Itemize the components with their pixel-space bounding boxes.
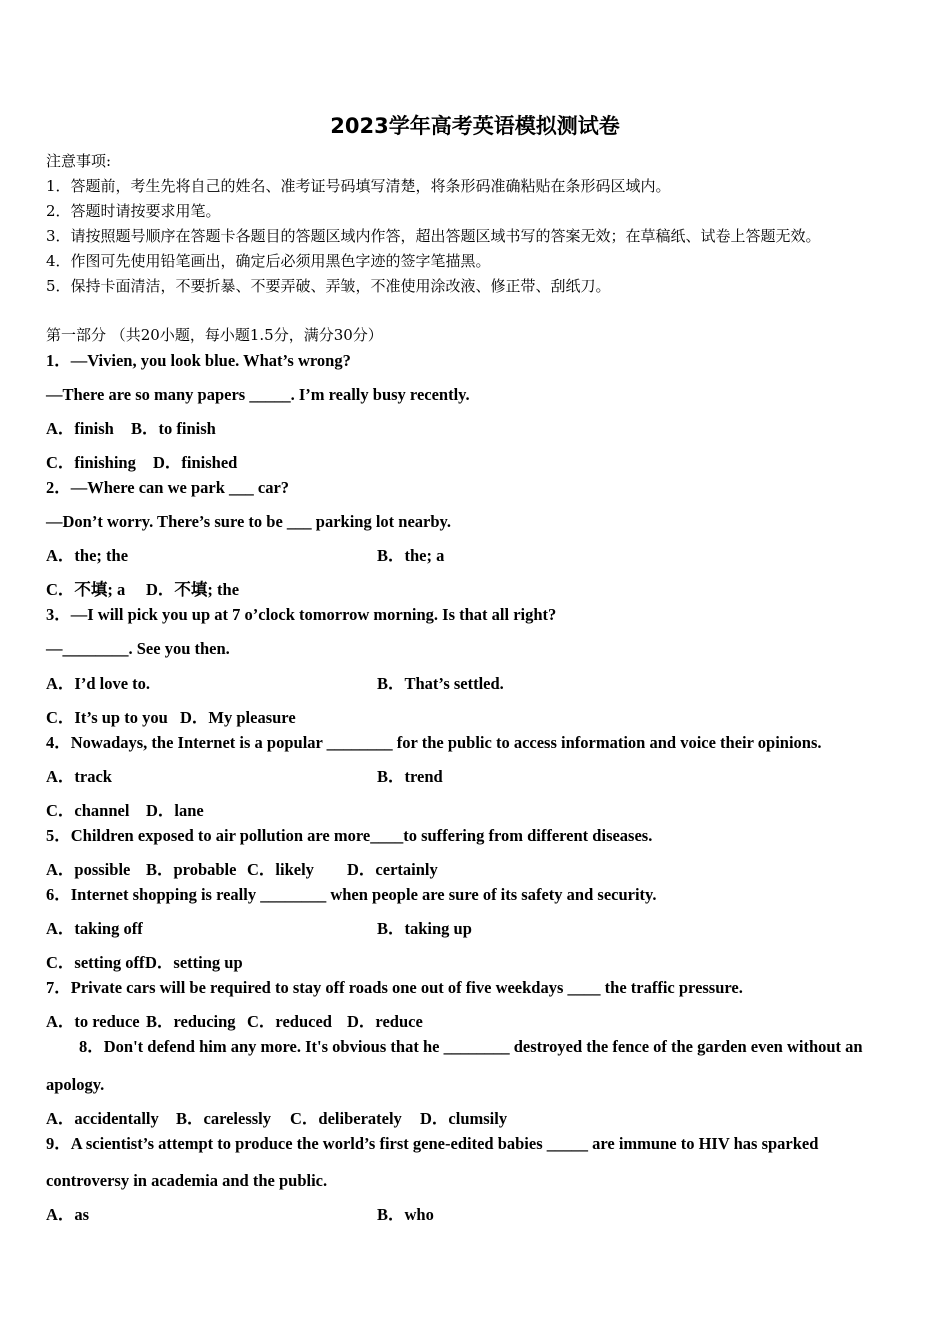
option-d: D．reduce [347, 1012, 423, 1031]
option-c: C．setting off [46, 953, 145, 972]
option-b: B．the; a [377, 546, 445, 565]
option-a: A．as [46, 1205, 90, 1224]
option-b: B．That’s settled. [377, 674, 504, 693]
option-c: C．reduced [247, 1012, 332, 1031]
option-c: C．channel [46, 801, 130, 820]
question-stem: apology. [46, 1075, 105, 1094]
option-d: D．My pleasure [180, 708, 296, 727]
option-c: C．It’s up to you [46, 708, 168, 727]
section-heading: 第一部分 （共20小题，每小题1.5分，满分30分） [46, 326, 383, 344]
notes-heading: 注意事项: [46, 152, 112, 170]
option-b: B．probable [146, 860, 237, 879]
note-item: 2．答题时请按要求用笔。 [46, 202, 221, 220]
question-stem: 7．Private cars will be required to stay off roads one out of five weekdays ____ the traffic pressure. [46, 978, 743, 997]
option-a: A．track [46, 767, 112, 786]
question-stem: —________. See you then. [46, 639, 230, 658]
option-b: B．to finish [131, 419, 216, 438]
option-c: C．deliberately [290, 1109, 402, 1128]
option-a: A．to reduce [46, 1012, 140, 1031]
option-a: A．accidentally [46, 1109, 159, 1128]
option-c: C．finishing [46, 453, 136, 472]
option-d: D．clumsily [420, 1109, 508, 1128]
option-a: A．I’d love to. [46, 674, 151, 693]
question-stem: 3．—I will pick you up at 7 o’clock tomorrow morning. Is that all right? [46, 605, 557, 624]
option-b: B．who [377, 1205, 434, 1224]
option-c: C．likely [247, 860, 314, 879]
note-item: 4．作图可先使用铅笔画出，确定后必须用黑色字迹的签字笔描黑。 [46, 252, 491, 270]
question-stem: 2．—Where can we park ___ car? [46, 478, 290, 497]
option-a: A．taking off [46, 919, 143, 938]
option-d: D．lane [146, 801, 204, 820]
option-b: B．taking up [377, 919, 472, 938]
note-item: 5．保持卡面清洁，不要折暴、不要弄破、弄皱，不准使用涂改液、修正带、刮纸刀。 [46, 277, 611, 295]
option-a: A．possible [46, 860, 131, 879]
option-d: D．setting up [145, 953, 243, 972]
question-stem: 6．Internet shopping is really ________ when people are sure of its safety and security. [46, 885, 657, 904]
option-d: D．certainly [347, 860, 438, 879]
option-d: D．不填; the [146, 580, 240, 599]
option-a: A．the; the [46, 546, 129, 565]
question-stem: 4．Nowadays, the Internet is a popular ________ for the public to access information and voice their opinions. [46, 733, 822, 752]
question-stem: —There are so many papers _____. I’m really busy recently. [46, 385, 470, 404]
question-stem: 9．A scientist’s attempt to produce the world’s first gene-edited babies _____ are immune to HIV has sparked [46, 1134, 819, 1153]
page-title: 2023学年高考英语模拟测试卷 [330, 114, 620, 138]
question-stem: —Don’t worry. There’s sure to be ___ parking lot nearby. [46, 512, 452, 531]
question-stem: 8．Don't defend him any more. It's obvious that he ________ destroyed the fence of the garden even without an [79, 1037, 863, 1056]
note-item: 3．请按照题号顺序在答题卡各题目的答题区域内作答，超出答题区域书写的答案无效；在草稿纸、试卷上答题无效。 [46, 227, 821, 245]
question-stem: 1．—Vivien, you look blue. What’s wrong? [46, 351, 351, 370]
option-b: B．trend [377, 767, 443, 786]
option-d: D．finished [153, 453, 238, 472]
option-b: B．reducing [146, 1012, 236, 1031]
note-item: 1．答题前，考生先将自己的姓名、准考证号码填写清楚，将条形码准确粘贴在条形码区域内。 [46, 177, 671, 195]
option-a: A．finish [46, 419, 114, 438]
option-b: B．carelessly [176, 1109, 272, 1128]
question-stem: 5．Children exposed to air pollution are more____to suffering from different diseases. [46, 826, 653, 845]
option-c: C．不填; a [46, 580, 126, 599]
question-stem: controversy in academia and the public. [46, 1171, 328, 1190]
